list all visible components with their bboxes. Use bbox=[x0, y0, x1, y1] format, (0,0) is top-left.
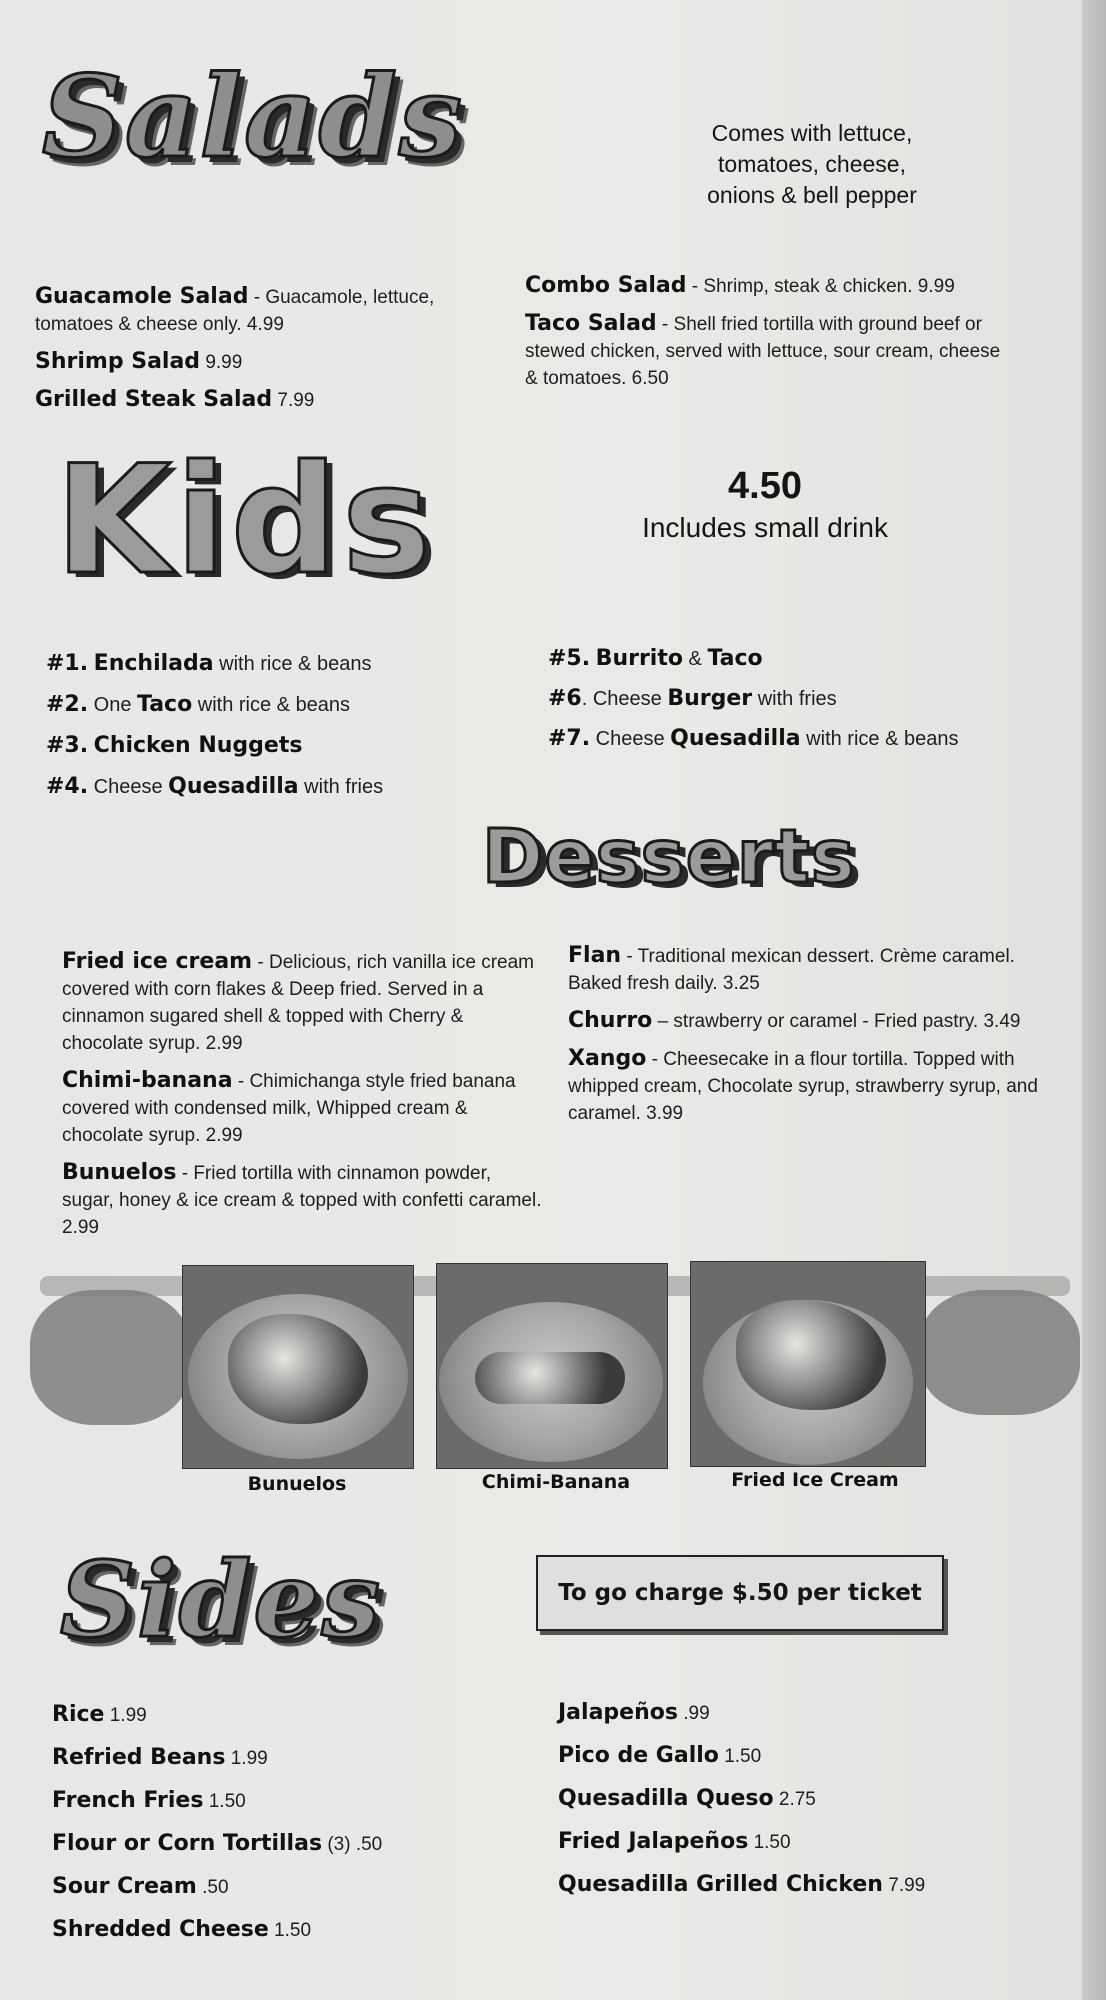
side-item bbox=[558, 1701, 1078, 1726]
food-shape bbox=[475, 1352, 625, 1404]
item-name: Quesadilla Grilled Chicken bbox=[558, 1872, 883, 1897]
salads-left-column bbox=[35, 283, 505, 414]
item-name: Taco Salad bbox=[525, 311, 657, 336]
desserts-right-column bbox=[568, 942, 1038, 1127]
item-name: Bunuelos bbox=[62, 1160, 177, 1185]
item-desc: – strawberry or caramel - Fried pastry. 3.49 bbox=[652, 1011, 1021, 1032]
item-name: French Fries bbox=[52, 1788, 204, 1813]
menu-item bbox=[568, 942, 1038, 997]
item-desc: - Cheesecake in a flour tortilla. Topped with whipped cream, Chocolate syrup, strawberry syrup, and caramel. 3.99 bbox=[568, 1049, 1038, 1124]
item-text: Cheese bbox=[88, 776, 169, 798]
item-text: with rice & beans bbox=[213, 653, 372, 675]
item-number: #3. bbox=[46, 733, 89, 758]
item-name: Fried ice cream bbox=[62, 949, 253, 974]
kids-left-column bbox=[46, 650, 516, 801]
item-text: One bbox=[88, 694, 138, 716]
item-desc: - Shrimp, steak & chicken. 9.99 bbox=[686, 276, 955, 297]
salads-note-line: Comes with lettuce, bbox=[711, 120, 913, 146]
item-name: Chicken Nuggets bbox=[93, 733, 303, 758]
item-name: Guacamole Salad bbox=[35, 284, 249, 309]
item-price: 7.99 bbox=[882, 1875, 926, 1896]
item-price: (3) .50 bbox=[322, 1834, 383, 1855]
item-name: Sour Cream bbox=[52, 1874, 197, 1899]
item-name: Shrimp Salad bbox=[35, 349, 201, 374]
item-name: Combo Salad bbox=[525, 273, 687, 298]
item-desc: 9.99 bbox=[200, 352, 243, 373]
menu-item bbox=[62, 948, 542, 1057]
item-desc: - Shell fried tortilla with ground beef or stewed chicken, served with lettuce, sour cream, cheese & tomatoes. 6.50 bbox=[525, 314, 1001, 389]
item-price: 2.75 bbox=[773, 1789, 816, 1810]
kids-note: Includes small drink bbox=[642, 512, 888, 543]
kids-item bbox=[46, 650, 516, 678]
item-name: Shredded Cheese bbox=[52, 1917, 269, 1942]
side-item bbox=[52, 1789, 552, 1814]
item-name: Rice bbox=[52, 1702, 105, 1727]
menu-item bbox=[35, 283, 505, 338]
item-name: Quesadilla bbox=[168, 774, 299, 799]
item-name: Burrito bbox=[595, 646, 683, 671]
menu-item bbox=[568, 1045, 1038, 1127]
item-desc: - Fried tortilla with cinnamon powder, sugar, honey & ice cream & topped with confetti caramel. 2.99 bbox=[62, 1163, 542, 1238]
side-item bbox=[558, 1830, 1078, 1855]
item-text: with fries bbox=[752, 688, 837, 710]
item-number: #1. bbox=[46, 651, 89, 676]
item-number: #4. bbox=[46, 774, 89, 799]
item-name: Flour or Corn Tortillas bbox=[52, 1831, 323, 1856]
item-text: with rice & beans bbox=[800, 728, 959, 750]
item-name: Enchilada bbox=[93, 651, 214, 676]
item-name: Taco bbox=[707, 646, 763, 671]
item-name: Jalapeños bbox=[558, 1700, 678, 1725]
item-price: .50 bbox=[196, 1877, 229, 1898]
item-name: Quesadilla bbox=[670, 726, 801, 751]
item-name: Burger bbox=[667, 686, 753, 711]
item-price: 1.50 bbox=[268, 1920, 312, 1941]
item-name: Chimi-banana bbox=[62, 1068, 233, 1093]
item-name: Flan bbox=[568, 943, 622, 968]
item-price: 1.50 bbox=[203, 1791, 246, 1812]
menu-item bbox=[525, 272, 1005, 300]
side-item bbox=[558, 1787, 1078, 1812]
desserts-left-column bbox=[62, 948, 542, 1241]
chimi-banana-photo bbox=[436, 1263, 668, 1469]
item-name: Xango bbox=[568, 1046, 647, 1071]
decorative-splash bbox=[920, 1290, 1080, 1415]
menu-item bbox=[35, 386, 505, 414]
item-text: . Cheese bbox=[581, 688, 668, 710]
item-name: Taco bbox=[137, 692, 193, 717]
side-item bbox=[52, 1918, 552, 1943]
item-name: Refried Beans bbox=[52, 1745, 226, 1770]
side-item bbox=[52, 1832, 552, 1857]
kids-item bbox=[46, 691, 516, 719]
item-desc: - Guacamole, lettuce, tomatoes & cheese only. 4.99 bbox=[35, 287, 435, 335]
item-name: Grilled Steak Salad bbox=[35, 387, 273, 412]
item-number: #2. bbox=[46, 692, 89, 717]
salads-title: Salads bbox=[42, 52, 464, 183]
item-price: 1.50 bbox=[748, 1832, 791, 1853]
item-number: #6 bbox=[548, 686, 582, 711]
salads-note bbox=[672, 118, 952, 211]
sides-right-column bbox=[558, 1701, 1078, 1898]
side-item bbox=[52, 1875, 552, 1900]
salads-note-line: tomatoes, cheese, bbox=[718, 151, 906, 177]
page-edge bbox=[1082, 0, 1106, 2000]
salads-note-line: onions & bell pepper bbox=[707, 182, 917, 208]
side-item bbox=[558, 1873, 1078, 1898]
item-number: #7. bbox=[548, 726, 591, 751]
side-item bbox=[52, 1746, 552, 1771]
kids-item bbox=[46, 732, 516, 760]
item-name: Churro bbox=[568, 1008, 653, 1033]
side-item bbox=[52, 1703, 552, 1728]
bunuelos-photo bbox=[182, 1265, 414, 1469]
menu-item bbox=[525, 310, 1005, 392]
sides-left-column bbox=[52, 1703, 552, 1943]
item-name: Fried Jalapeños bbox=[558, 1829, 749, 1854]
item-desc: - Traditional mexican dessert. Crème caramel. Baked fresh daily. 3.25 bbox=[568, 946, 1015, 994]
menu-item bbox=[62, 1159, 542, 1241]
fried-ice-cream-photo bbox=[690, 1261, 926, 1467]
item-text: Cheese bbox=[590, 728, 671, 750]
kids-item bbox=[548, 725, 1068, 753]
item-text: with rice & beans bbox=[192, 694, 351, 716]
item-desc: - Chimichanga style fried banana covered with condensed milk, Whipped cream & chocolate syrup. 2.99 bbox=[62, 1071, 516, 1146]
to-go-charge-notice: To go charge $.50 per ticket bbox=[536, 1555, 944, 1631]
item-desc: 7.99 bbox=[272, 390, 315, 411]
item-desc: - Delicious, rich vanilla ice cream covered with corn flakes & Deep fried. Served in a cinnamon sugared shell & topped with Cherry & chocolate syrup. 2.99 bbox=[62, 952, 535, 1054]
kids-item bbox=[548, 645, 1068, 673]
item-name: Pico de Gallo bbox=[558, 1743, 719, 1768]
photo-caption: Chimi-Banana bbox=[481, 1471, 631, 1493]
menu-item bbox=[62, 1067, 542, 1149]
desserts-title: Desserts bbox=[482, 814, 856, 900]
photo-caption: Fried Ice Cream bbox=[731, 1469, 899, 1491]
photo-caption: Bunuelos bbox=[247, 1473, 347, 1495]
kids-title: Kids bbox=[55, 434, 436, 608]
item-name: Quesadilla Queso bbox=[558, 1786, 774, 1811]
menu-item bbox=[35, 348, 505, 376]
kids-item bbox=[46, 773, 516, 801]
menu-item bbox=[568, 1007, 1038, 1035]
salads-right-column bbox=[525, 272, 1005, 392]
item-price: 1.99 bbox=[104, 1705, 147, 1726]
item-text: & bbox=[682, 648, 708, 670]
kids-price: 4.50 bbox=[728, 465, 802, 507]
kids-item bbox=[548, 685, 1068, 713]
item-text: with fries bbox=[298, 776, 384, 798]
sides-title: Sides bbox=[60, 1538, 383, 1661]
item-number: #5. bbox=[548, 646, 591, 671]
side-item bbox=[558, 1744, 1078, 1769]
item-price: .99 bbox=[677, 1703, 710, 1724]
item-price: 1.99 bbox=[225, 1748, 268, 1769]
decorative-splash bbox=[30, 1290, 190, 1425]
kids-right-column bbox=[548, 645, 1068, 753]
kids-note-block bbox=[640, 462, 890, 546]
item-price: 1.50 bbox=[718, 1746, 762, 1767]
